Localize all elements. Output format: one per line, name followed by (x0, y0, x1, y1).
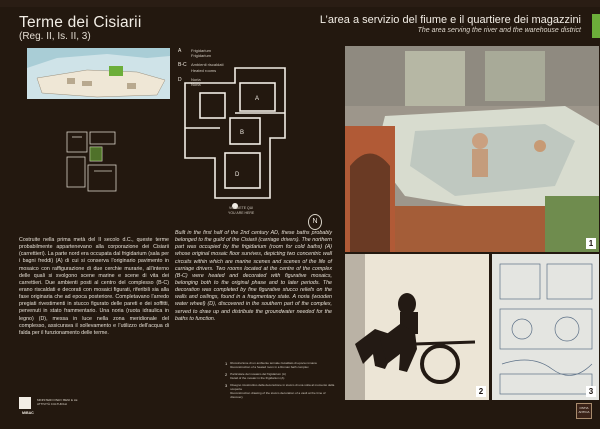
caption-3: 3 Disegno ricostruttivo della decorazione in stucco di una volta al momento della scoperta Reconstruction drawing of the stucco decoration of a vault at the time of discovery (225, 383, 335, 400)
map-drawing (27, 48, 170, 99)
mosaic-image (345, 254, 489, 400)
legend-item-b-c: B-C Ambienti riscaldati Heated rooms (178, 62, 224, 73)
ministry-name: MINISTERO PER I BENI E LE ATTIVITÀ CULTURALI (37, 398, 78, 406)
mibac-logo-icon (19, 397, 31, 409)
legend-item-d: D Noria Noria (178, 76, 201, 87)
bath-reconstruction-image (345, 46, 599, 252)
section-title: L’area a servizio del fiume e il quartiere dei magazzini (319, 14, 581, 26)
plan-label-b: B (240, 130, 245, 136)
north-arrow-icon: N (308, 214, 322, 230)
photo-number-1: 1 (586, 238, 596, 249)
ostia-logo-icon: OSTIA ANTICA (576, 403, 592, 419)
mosaic-drawing (345, 254, 489, 400)
mibac-label: MiBAC (22, 411, 34, 415)
location-map (27, 48, 170, 99)
stucco-drawing (492, 254, 599, 400)
plan-label-a: A (255, 96, 260, 102)
caption-2: 2 Particolare del mosaico del frigidarium (A) Detail of the mosaic in the frigidarium (A) (225, 372, 286, 381)
caption-1: 1 Ricostruzione di un ambiente termale riscaldato di epoca romana Reconstruction of a heated room in a Roman bath complex (225, 361, 317, 370)
section-subtitle: The area serving the river and the warehouse district (417, 27, 581, 34)
baths-floor-plan (175, 58, 295, 218)
description-italian: Costruite nella prima metà del II secolo d.C., queste terme probabilmente appartenevano alla corporazione dei Cisiarii (carrettieri). La parte nord era occupata dal frigidarium (sala per i bagni freddi) (A) di cui si conserva l’originario pavimento in mosaico con raffigurazione di due cerchie murarie, all’interno delle quali si svolgono scene marine e scene di vita dei carrettieri. Due ambienti posti al centro del complesso (B-C) erano riscaldati e decorati con mosaici figurati, riferibili sia alla fase originaria che ad epoca posteriore. Completavano l’arredo pregiati rivestimenti in stucco figurato delle pareti e dei soffitti, pervenuti in stato frammentario. Una noria (ruota idraulica in legno) (D), messa in luce nella zona meridionale del complesso, assicurava il sollevamento e l’utilizzo dell’acqua di falda per il funzionamento delle terme. (19, 237, 169, 336)
stucco-drawing-image (492, 254, 599, 400)
photo-number-3: 3 (586, 386, 596, 397)
legend-item-a: A Frigidarium Frigidarium (178, 48, 212, 59)
page-subtitle: (Reg. II, Is. II, 3) (19, 31, 91, 42)
you-are-here-label: VOI SIETE QUI YOU ARE HERE (228, 206, 255, 215)
photo-number-2: 2 (476, 386, 486, 397)
accent-tab (592, 14, 600, 38)
plan-label-d: D (235, 172, 240, 178)
top-bar (0, 0, 600, 7)
bath-reconstruction-drawing (345, 46, 599, 252)
district-plan (62, 127, 122, 197)
photo-captions (225, 361, 335, 402)
page-title: Terme dei Cisiarii (19, 14, 142, 31)
description-english: Built in the first half of the 2nd century AD, these baths probably belonged to the guild of the Cisiarii (carriage drivers). The northern part was occupied by the frigidarium (room for cold baths) (A) whose original mosaic floor survives, depicting two concentric wall circuits within which are marine scenes and scenes of the life of carriage drivers. Two rooms located at the centre of the complex (B-C) were heated and decorated with figurative mosaics, belonging both to the original phase and to later periods. The decoration was completed by fine figurative stucco reliefs on the walls and ceilings, found in a fragmentary state. A noria (wooden water wheel) (D), discovered in the southern part of the complex, served to draw up and distribute the groundwater needed for the baths to function. (175, 230, 332, 322)
